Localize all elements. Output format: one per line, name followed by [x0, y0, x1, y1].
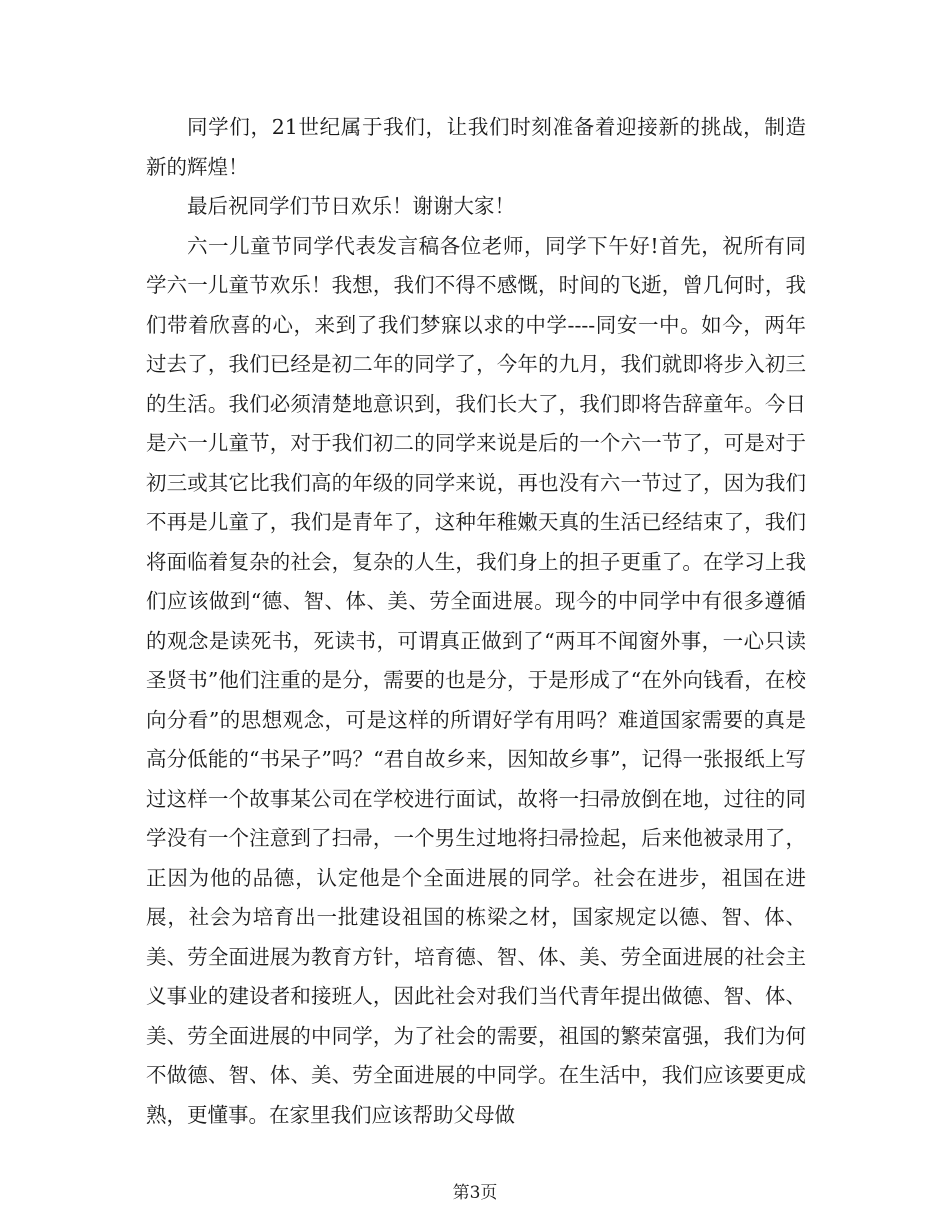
paragraph-closing-challenge: 同学们，21世纪属于我们，让我们时刻准备着迎接新的挑战，制造新的辉煌！	[146, 115, 806, 179]
paragraph-speech-body: 六一儿童节同学代表发言稿各位老师，同学下午好!首先，祝所有同学六一儿童节欢乐！我想，我们不得不感慨，时间的飞逝，曾几何时，我们带着欣喜的心，来到了我们梦寐以求的中学----同安一中。如今，两年过去了，我们已经是初二年的同学了，今年的九月，我们就即将步入初三的生活。我们必须清楚地意识到，我们长大了，我们即将告辞童年。今日是六一儿童节，对于我们初二的同学来说是后的一个六一节了，可是对于初三或其它比我们高的年级的同学来说，再也没有六一节过了，因为我们不再是儿童了，我们是青年了，这种年稚嫩天真的生活已经结束了，我们将面临着复杂的社会，复杂的人生，我们身上的担子更重了。在学习上我们应该做到“德、智、体、美、劳全面进展。现今的中同学中有很多遵循的观念是读死书，死读书，可谓真正做到了“两耳不闻窗外事，一心只读圣贤书”他们注重的是分，需要的也是分，于是形成了“在外向钱看，在校向分看”的思想观念，可是这样的所谓好学有用吗？难道国家需要的真是高分低能的“书呆子”吗？“君自故乡来，因知故乡事”，记得一张报纸上写过这样一个故事某公司在学校进行面试，故将一扫帚放倒在地，过往的同学没有一个注意到了扫帚，一个男生过地将扫帚捡起，后来他被录用了，正因为他的品德，认定他是个全面进展的同学。社会在进步，祖国在进展，社会为培育出一批建设祖国的栋梁之材，国家规定以德、智、体、美、劳全面进展为教育方针，培育德、智、体、美、劳全面进展的社会主义事业的建设者和接班人，因此社会对我们当代青年提出做德、智、体、美、劳全面进展的中同学，为了社会的需要，祖国的繁荣富强，我们为何不做德、智、体、美、劳全面进展的中同学。在生活中，我们应该要更成熟，更懂事。在家里我们应该帮助父母做	[146, 233, 806, 1127]
paragraph-closing-thanks: 最后祝同学们节日欢乐！谢谢大家！	[187, 194, 515, 218]
document-body	[146, 108, 806, 1135]
page-number: 第3页	[452, 1183, 498, 1203]
